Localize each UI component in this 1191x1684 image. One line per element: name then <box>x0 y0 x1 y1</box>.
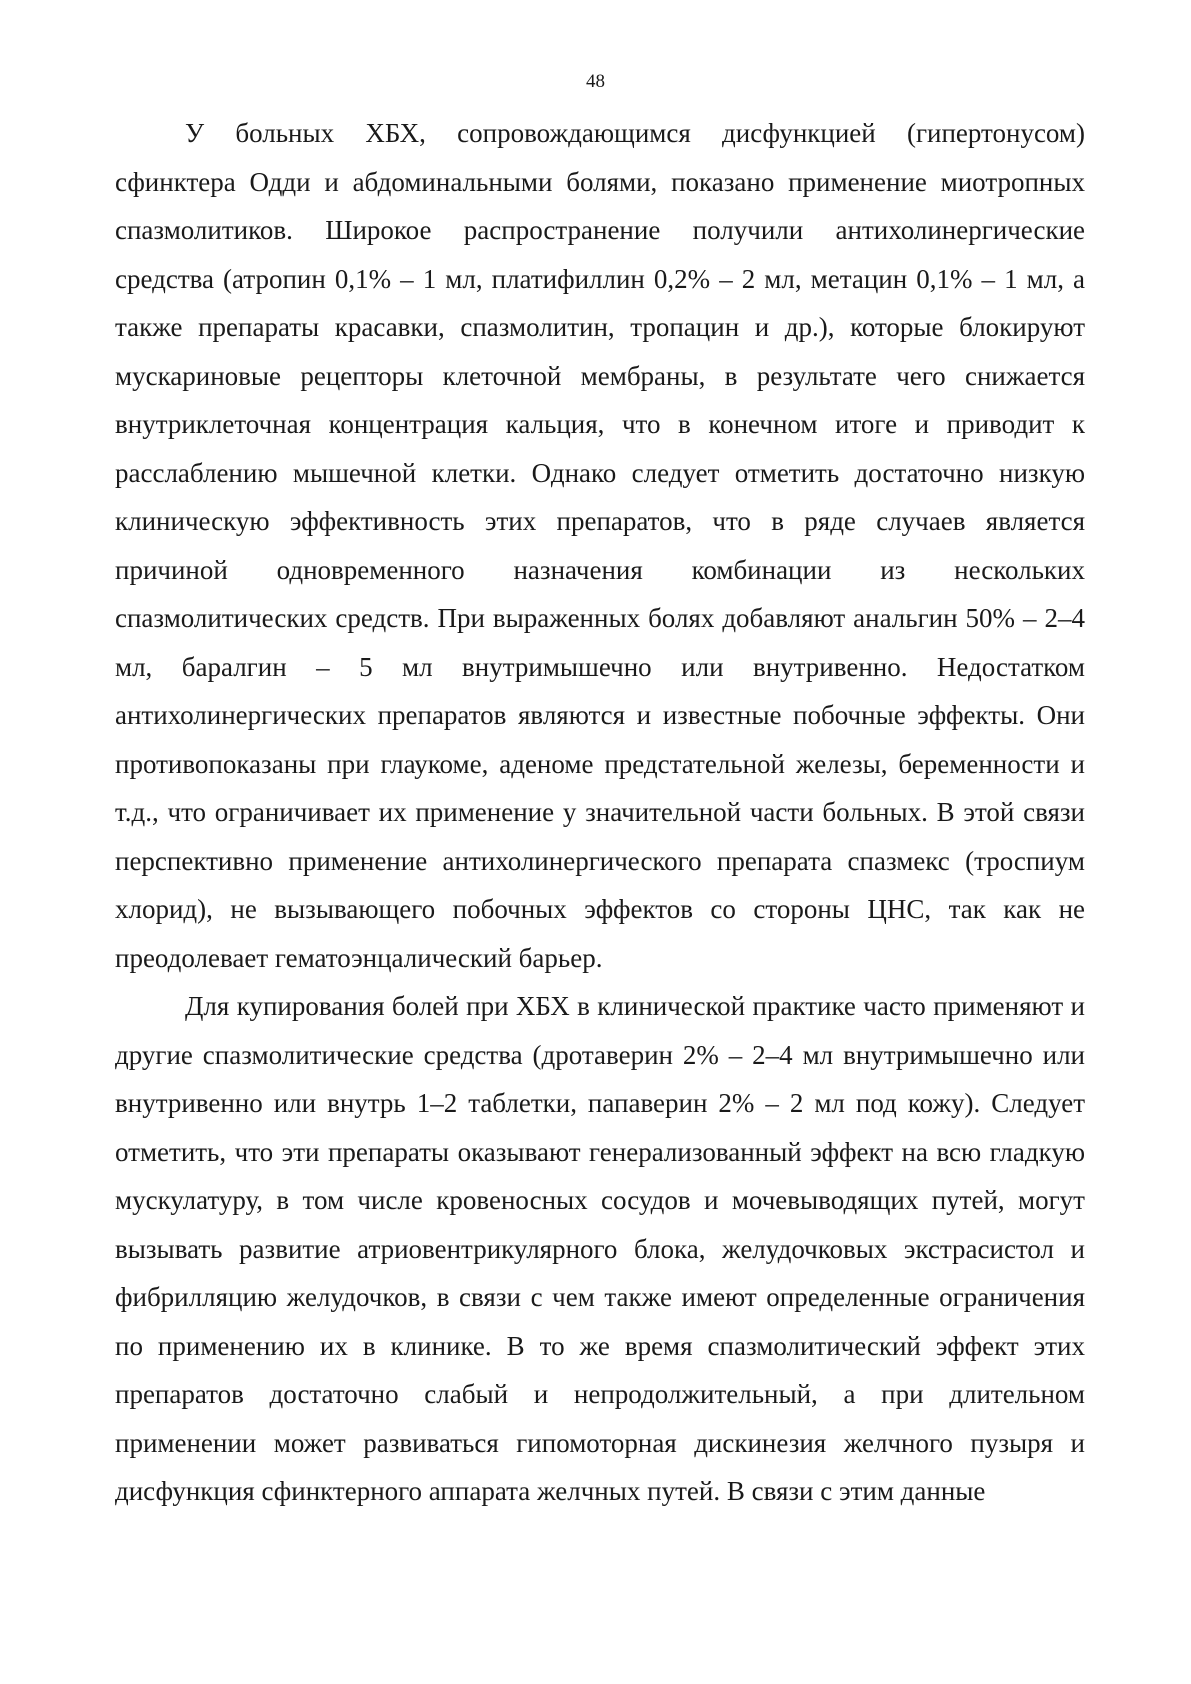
paragraph-2: Для купирования болей при ХБХ в клинической практике часто применяют и другие спазмолитические средства (дротаверин 2% – 2–4 мл внутримышечно или внутривенно или внутрь 1–2 таблетки, папаверин 2% – 2 мл под кожу). Следует отметить, что эти препараты оказывают генерализованный эффект на всю гладкую мускулатуру, в том числе кровеносных сосудов и мочевыводящих путей, могут вызывать развитие атриовентрикулярного блока, желудочковых экстрасистол и фибрилляцию желудочков, в связи с чем также имеют определенные ограничения по применению их в клинике. В то же время спазмолитический эффект этих препаратов достаточно слабый и непродолжительный, а при длительном применении может развиваться гипомоторная дискинезия желчного пузыря и дисфункция сфинктерного аппарата желчных путей. В связи с этим данные <box>115 991 1085 1506</box>
body-text <box>115 109 1085 1516</box>
paragraph-1: У больных ХБХ, сопровождающимся дисфункцией (гипертонусом) сфинктера Одди и абдоминальными болями, показано применение миотропных спазмолитиков. Широкое распространение получили антихолинергические средства (атропин 0,1% – 1 мл, платифиллин 0,2% – 2 мл, метацин 0,1% – 1 мл, а также препараты красавки, спазмолитин, тропацин и др.), которые блокируют мускариновые рецепторы клеточной мембраны, в результате чего снижается внутриклеточная концентрация кальция, что в конечном итоге и приводит к расслаблению мышечной клетки. Однако следует отметить достаточно низкую клиническую эффективность этих препаратов, что в ряде случаев является причиной одновременного назначения комбинации из нескольких спазмолитических средств. При выраженных болях добавляют анальгин 50% – 2–4 мл, баралгин – 5 мл внутримышечно или внутривенно. Недостатком антихолинергических препаратов являются и известные побочные эффекты. Они противопоказаны при глаукоме, аденоме предстательной железы, беременности и т.д., что ограничивает их применение у значительной части больных. В этой связи перспективно применение антихолинергического препарата спазмекс (троспиум хлорид), не вызывающего побочных эффектов со стороны ЦНС, так как не преодолевает гематоэнцалический барьер. <box>115 118 1085 973</box>
page-number: 48 <box>586 71 605 92</box>
